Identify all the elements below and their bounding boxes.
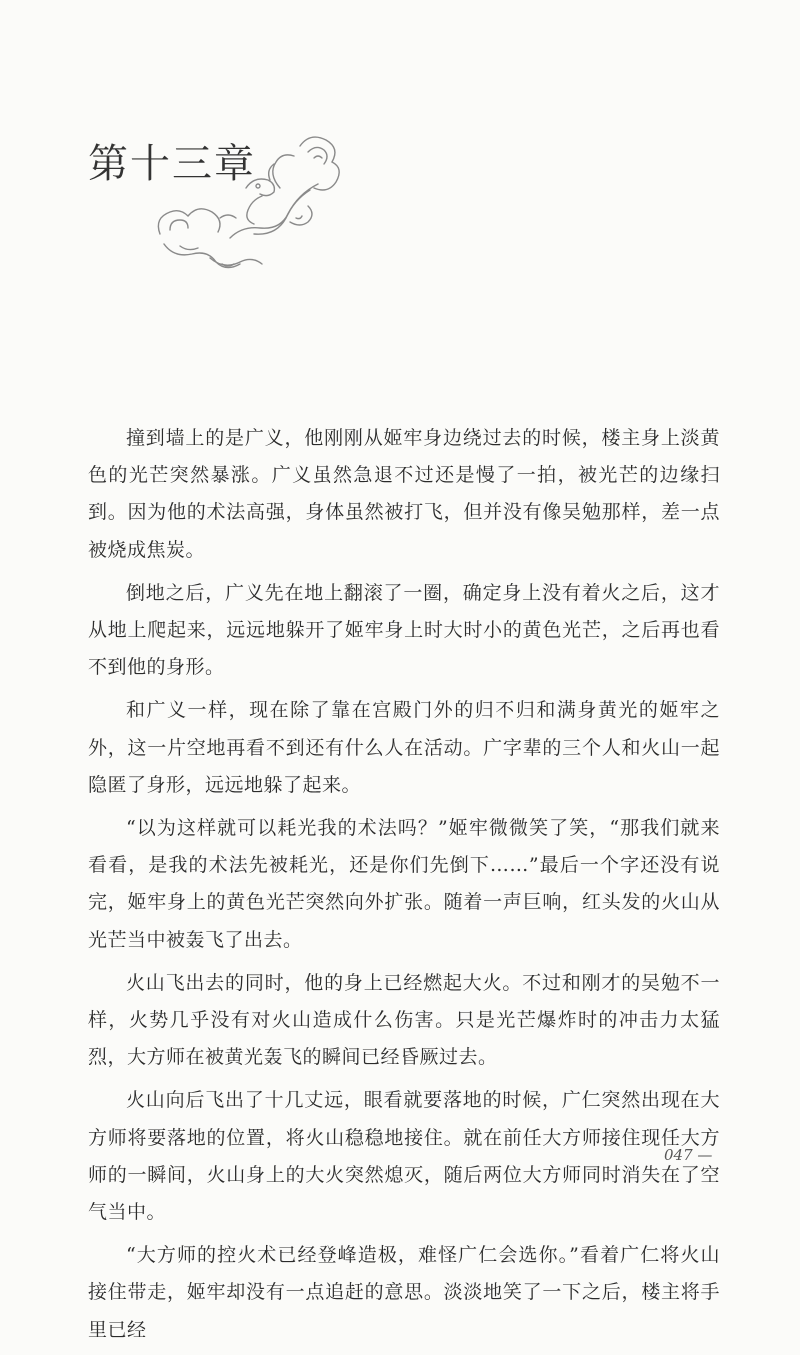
paragraph: 撞到墙上的是广义，他刚刚从姬牢身边绕过去的时候，楼主身上淡黄色的光芒突然暴涨。广义虽然急退不过还是慢了一拍，被光芒的边缘扫到。因为他的术法高强，身体虽然被打飞，但并没有像吴勉那样，差一点被烧成焦炭。 (88, 427, 720, 561)
page-number: 047 — (664, 1146, 713, 1164)
paragraph: “大方师的控火术已经登峰造极，难怪广仁会选你。”看着广仁将火山接住带走，姬牢却没有一点追赶的意思。淡淡地笑了一下之后，楼主将手里已经 (88, 1244, 720, 1341)
body-text (88, 420, 720, 1355)
paragraph: 倒地之后，广义先在地上翻滚了一圈，确定身上没有着火之后，这才从地上爬起来，远远地躲开了姬牢身上时大时小的黄色光芒，之后再也看不到他的身形。 (88, 581, 720, 679)
cloud-dragon-ornament-icon (150, 126, 350, 274)
paragraph: 火山飞出去的同时，他的身上已经燃起大火。不过和刚才的吴勉不一样，火势几乎没有对火山造成什么伤害。只是光芒爆炸时的冲击力太猛烈，大方师在被黄光轰飞的瞬间已经昏厥过去。 (88, 971, 720, 1069)
chapter-title: 第十三章 (88, 141, 256, 187)
paragraph: “以为这样就可以耗光我的术法吗？”姬牢微微笑了笑，“那我们就来看看，是我的术法先被耗光，还是你们先倒下……”最后一个字还没有说完，姬牢身上的黄色光芒突然向外扩张。随着一声巨响，红头发的火山从光芒当中被轰飞了出去。 (88, 817, 720, 951)
paragraph: 火山向后飞出了十几丈远，眼看就要落地的时候，广仁突然出现在大方师将要落地的位置，将火山稳稳地接住。就在前任大方师接住现任大方师的一瞬间，火山身上的大火突然熄灭，随后两位大方师同时消失在了空气当中。 (88, 1089, 720, 1224)
paragraph: 和广义一样，现在除了靠在宫殿门外的归不归和满身黄光的姬牢之外，这一片空地再看不到还有什么人在活动。广字辈的三个人和火山一起隐匿了身形，远远地躲了起来。 (88, 699, 720, 796)
